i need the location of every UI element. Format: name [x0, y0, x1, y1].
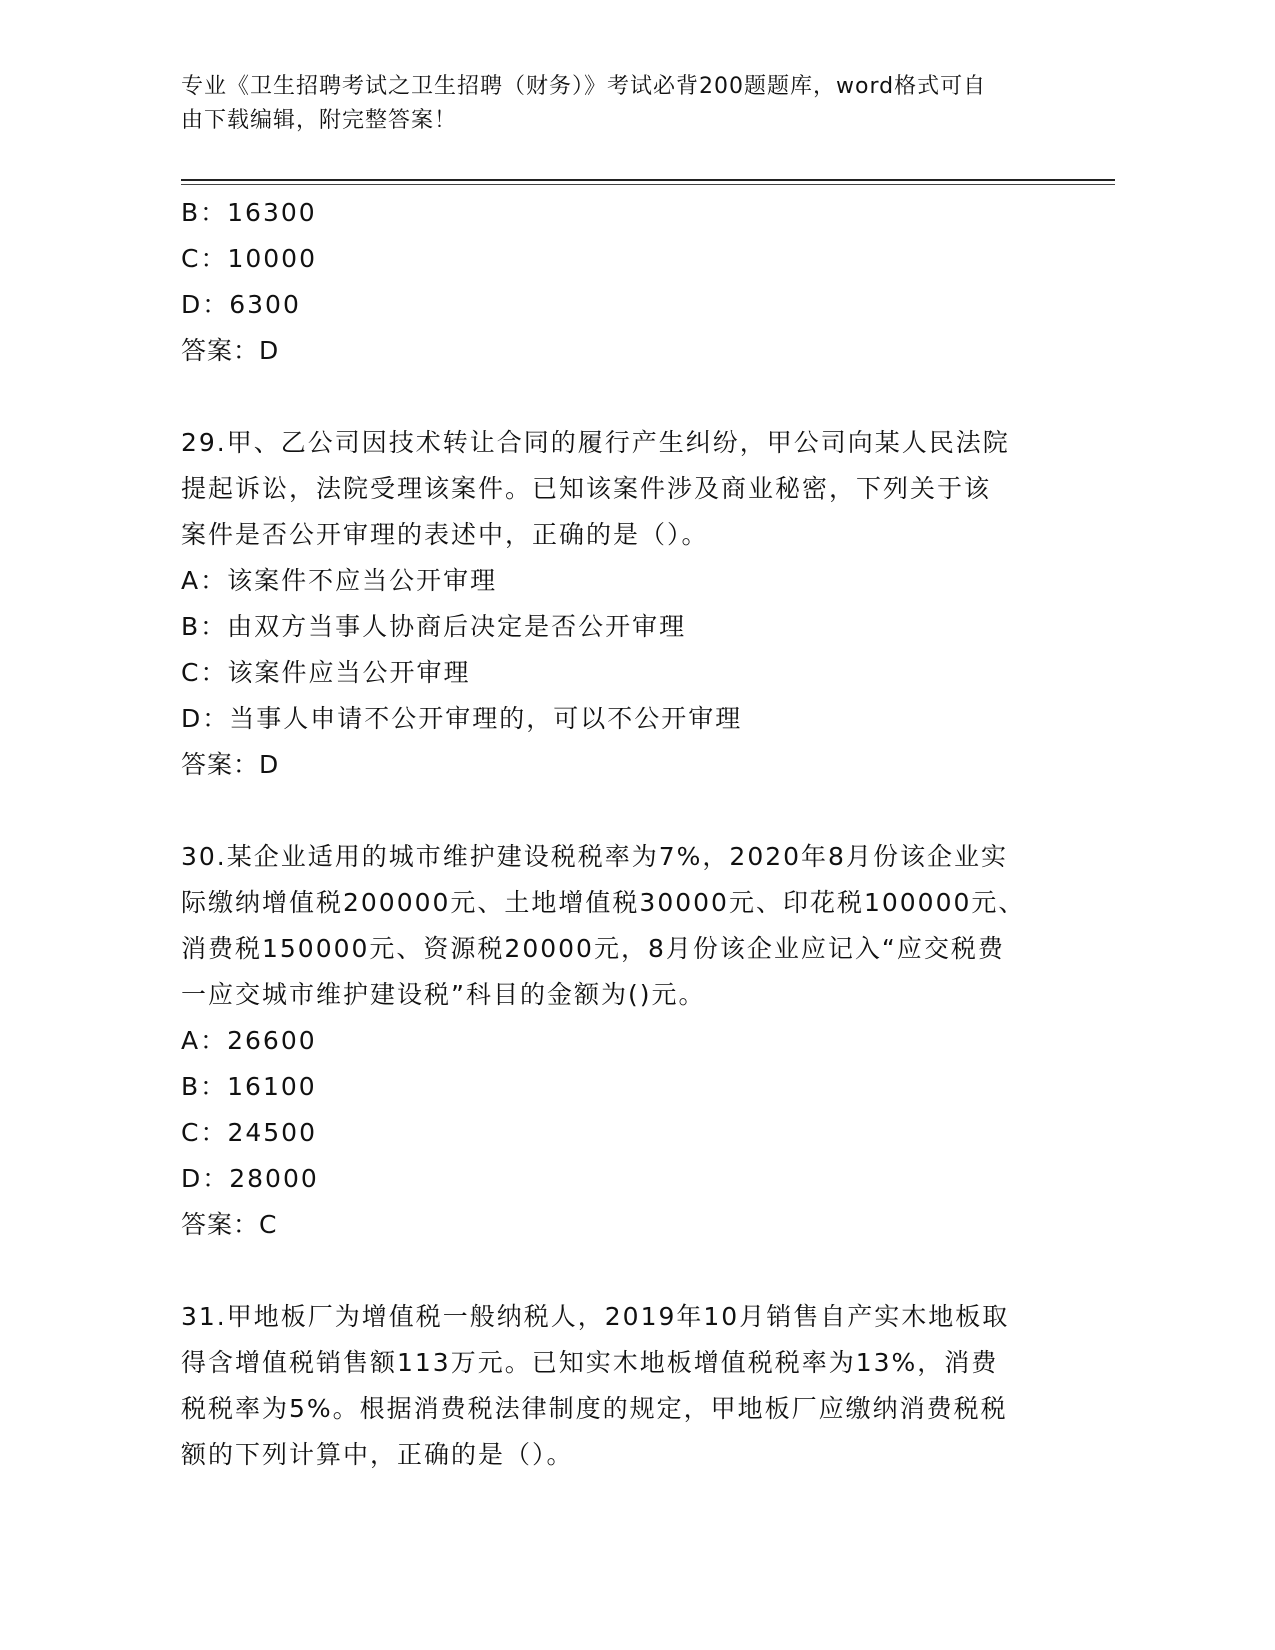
- q31-stem-line-1: 31.甲地板厂为增值税一般纳税人，2019年10月销售自产实木地板取: [181, 1302, 1010, 1331]
- q29-option-d: D：当事人申请不公开审理的，可以不公开审理: [181, 704, 743, 733]
- header-line-2: 由下载编辑，附完整答案！: [181, 108, 458, 133]
- q30-stem-line-3: 消费税150000元、资源税20000元，8月份该企业应记入“应交税费: [181, 934, 1005, 963]
- question-28: [181, 190, 1081, 374]
- question-29: [181, 420, 1081, 788]
- question-31: [181, 1294, 1081, 1478]
- q31-stem-line-2: 得含增值税销售额113万元。已知实木地板增值税税率为13%，消费: [181, 1348, 999, 1377]
- q30-option-a: A：26600: [181, 1026, 317, 1055]
- q30-answer: 答案：C: [181, 1210, 278, 1239]
- q29-answer: 答案：D: [181, 750, 280, 779]
- document-body: [181, 190, 1081, 1478]
- q29-option-c: C：该案件应当公开审理: [181, 658, 471, 687]
- q29-option-a: A：该案件不应当公开审理: [181, 566, 498, 595]
- q30-option-c: C：24500: [181, 1118, 317, 1147]
- q30-stem-line-1: 30.某企业适用的城市维护建设税税率为7%，2020年8月份该企业实: [181, 842, 1008, 871]
- q29-stem-line-2: 提起诉讼，法院受理该案件。已知该案件涉及商业秘密，下列关于该: [181, 474, 992, 503]
- spacer: [181, 788, 1081, 834]
- q31-stem-line-4: 额的下列计算中，正确的是（）。: [181, 1440, 574, 1469]
- q30-option-b: B：16100: [181, 1072, 317, 1101]
- q30-stem-line-4: 一应交城市维护建设税”科目的金额为()元。: [181, 980, 706, 1009]
- header-line-1: 专业《卫生招聘考试之卫生招聘（财务）》考试必背200题题库，word格式可自: [181, 74, 987, 99]
- header-divider-thick: [181, 179, 1115, 181]
- q31-stem-line-3: 税税率为5%。根据消费税法律制度的规定，甲地板厂应缴纳消费税税: [181, 1394, 1008, 1423]
- question-30: [181, 834, 1081, 1248]
- q28-answer: 答案：D: [181, 336, 280, 365]
- q29-stem-line-3: 案件是否公开审理的表述中，正确的是（）。: [181, 520, 709, 549]
- q28-option-b: B：16300: [181, 198, 317, 227]
- q29-option-b: B：由双方当事人协商后决定是否公开审理: [181, 612, 687, 641]
- q30-stem-line-2: 际缴纳增值税200000元、土地增值税30000元、印花税100000元、: [181, 888, 1026, 917]
- q29-stem-line-1: 29.甲、乙公司因技术转让合同的履行产生纠纷，甲公司向某人民法院: [181, 428, 1010, 457]
- header-divider-thin: [181, 184, 1115, 185]
- spacer: [181, 374, 1081, 420]
- document-header: [181, 70, 1061, 138]
- q28-option-d: D：6300: [181, 290, 301, 319]
- q30-option-d: D：28000: [181, 1164, 319, 1193]
- q28-option-c: C：10000: [181, 244, 317, 273]
- spacer: [181, 1248, 1081, 1294]
